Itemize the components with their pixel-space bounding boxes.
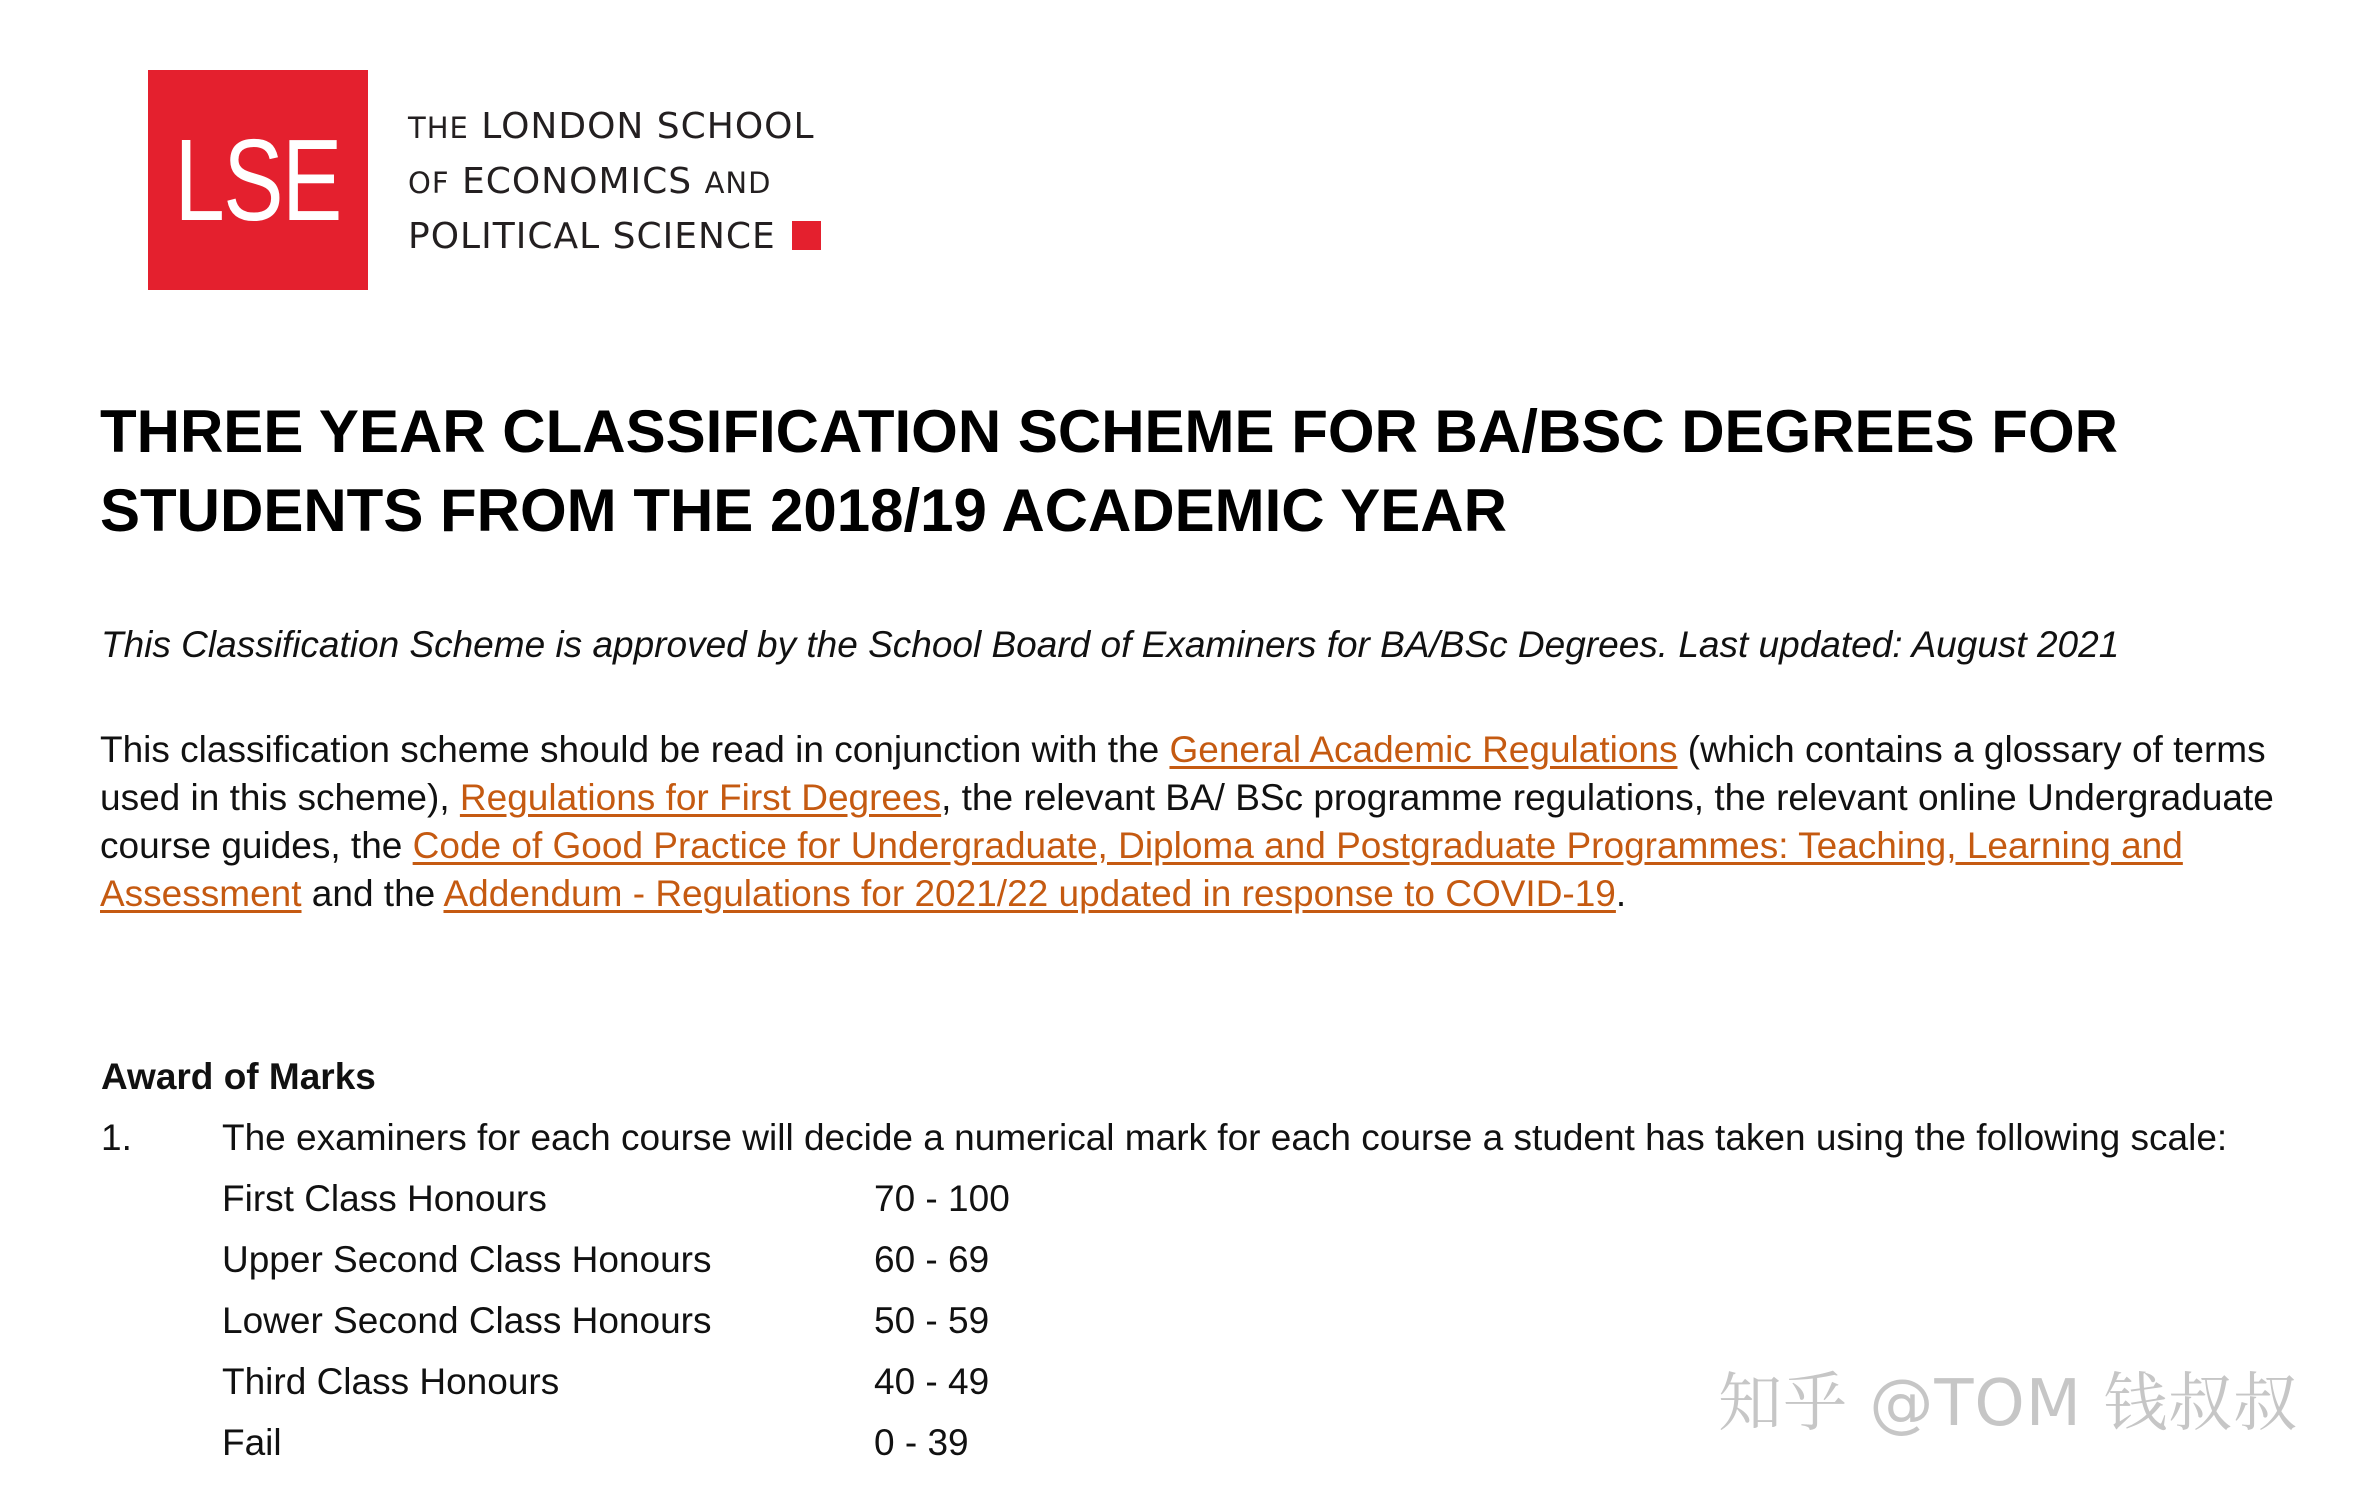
scale-row (222, 1419, 1010, 1480)
institution-name-line-1: THE LONDON SCHOOL (408, 106, 815, 147)
scale-range: 0 - 39 (874, 1422, 969, 1463)
scale-range: 70 - 100 (874, 1178, 1010, 1219)
lse-logo (148, 70, 368, 290)
institution-name (408, 100, 821, 264)
institution-name-line-2: OF ECONOMICS AND (408, 161, 772, 202)
document-title: THREE YEAR CLASSIFICATION SCHEME FOR BA/BSC DEGREES FOR STUDENTS FROM THE 2018/19 ACADEMIC YEAR (100, 398, 2118, 544)
scale-row (222, 1297, 1010, 1358)
scale-row (222, 1175, 1010, 1236)
scale-range: 40 - 49 (874, 1361, 990, 1402)
approval-note: This Classification Scheme is approved by the School Board of Examiners for BA/BSc Degrees. Last updated: August 2021 (101, 624, 2120, 665)
scale-label: Lower Second Class Honours (222, 1300, 712, 1341)
intro-paragraph: This classification scheme should be read in conjunction with the General Academic Regulations (which contains a glossary of terms used in this scheme), Regulations for First Degrees, the relevant BA/ BSc programme regulations, the relevant online Undergraduate course guides, the Code of Good Practice for Undergraduate, Diploma and Postgraduate Programmes: Teaching, Learning and Assessment and the Addendum - Regulations for 2021/22 updated in response to COVID-19. (100, 729, 2274, 914)
general-academic-regulations-link[interactable]: General Academic Regulations (1169, 729, 1678, 770)
institution-name-line-3: POLITICAL SCIENCE (408, 210, 821, 264)
code-of-good-practice-link[interactable]: Code of Good Practice for Undergraduate, Diploma and Postgraduate Programmes: Teaching, Learning and Assessment (100, 825, 2183, 914)
scale-range: 60 - 69 (874, 1239, 990, 1280)
scale-row (222, 1236, 1010, 1297)
scale-row (222, 1358, 1010, 1419)
list-item-number: 1. (101, 1117, 132, 1158)
watermark: 知乎 @TOM 钱叔叔 (1718, 1367, 2299, 1441)
mark-scale-table (222, 1175, 1010, 1480)
scale-label: First Class Honours (222, 1178, 547, 1219)
scale-range: 50 - 59 (874, 1300, 990, 1341)
scale-label: Fail (222, 1422, 282, 1463)
award-of-marks-heading: Award of Marks (101, 1056, 376, 1097)
scale-label: Third Class Honours (222, 1361, 560, 1402)
list-item-text: The examiners for each course will decide a numerical mark for each course a student has taken using the following scale: (222, 1117, 2228, 1158)
covid-addendum-link[interactable]: Addendum - Regulations for 2021/22 updated in response to COVID-19 (443, 873, 1616, 914)
regulations-first-degrees-link[interactable]: Regulations for First Degrees (459, 777, 942, 818)
logo-square-icon (792, 221, 821, 250)
lse-logo-mark: LSE (174, 115, 342, 245)
scale-label: Upper Second Class Honours (222, 1239, 712, 1280)
